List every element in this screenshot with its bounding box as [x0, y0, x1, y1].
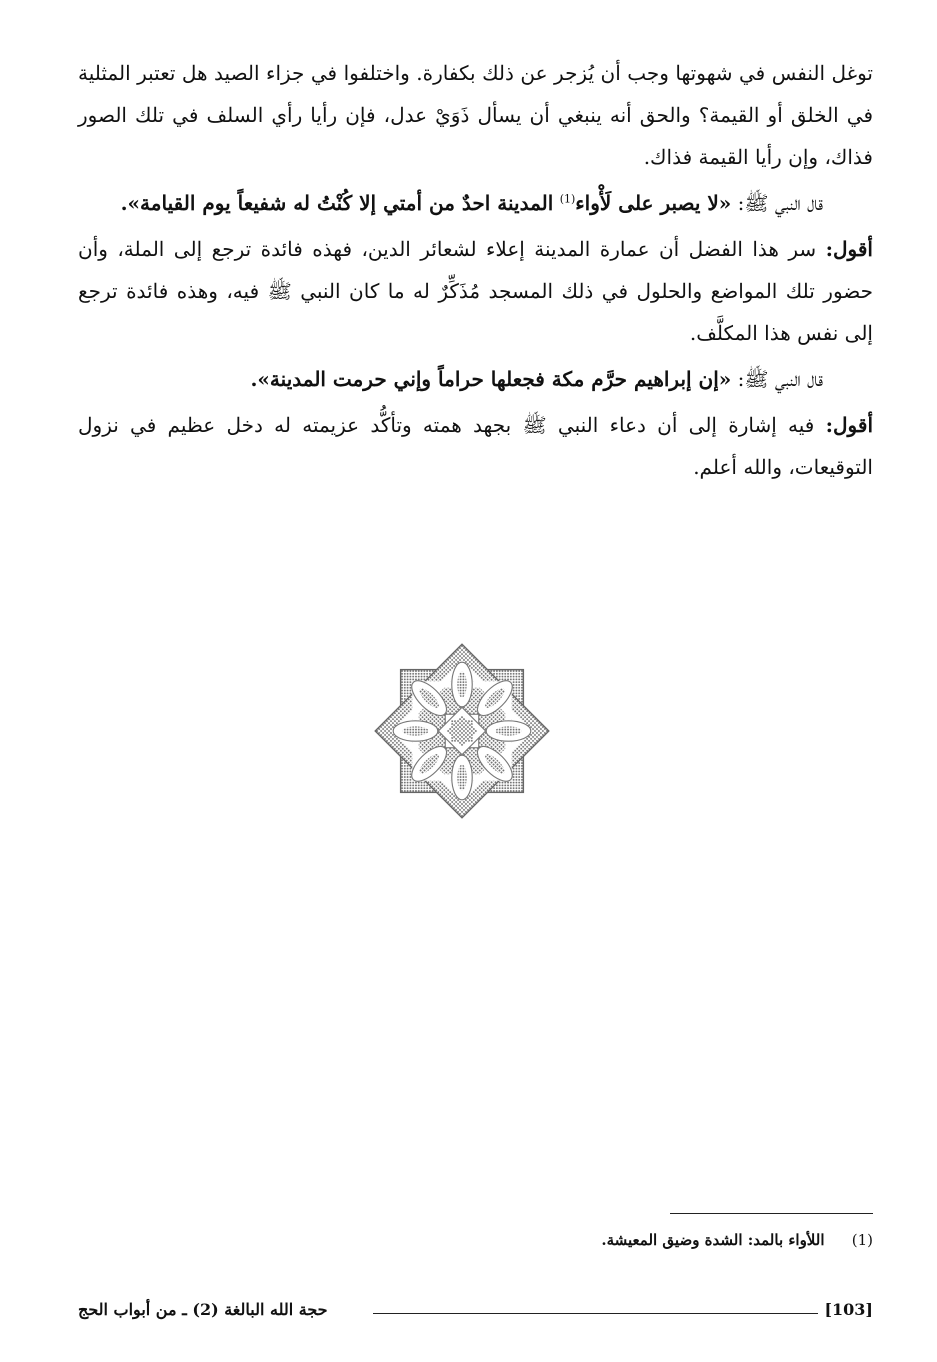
paragraph-5: [78, 404, 873, 488]
main-text: [78, 52, 873, 492]
aqul-label: أقول:: [825, 237, 873, 261]
hadith-quote: «إن إبراهيم حرَّم مكة فجعلها حراماً وإني حرمت المدينة».: [250, 367, 732, 391]
paragraph-4: [78, 358, 873, 400]
paragraph-3: [78, 228, 873, 354]
page-footer: [78, 1300, 873, 1326]
aqul-label: أقول:: [825, 413, 874, 437]
ornament-center-star: [438, 707, 485, 754]
hadith-lead: قال النبي ﷺ:: [737, 191, 823, 215]
footnote-text: اللأواء بالمد: الشدة وضيق المعيشة.: [601, 1231, 825, 1249]
eight-point-star-ornament-icon: [369, 638, 555, 824]
footnote-number: (1): [851, 1231, 873, 1249]
paragraph-3-text: سر هذا الفضل أن عمارة المدينة إعلاء لشعائر الدين، فهذه فائدة ترجع إلى الملة، وأن حضور تلك المواضع والحلول في ذلك المسجد مُذَكِّرٌ له ما كان النبي ﷺ فيه، وهذه فائدة ترجع إلى نفس هذا المكلَّف.: [78, 237, 873, 345]
hadith-quote-part-a: «لا يصبر على لَأْواء: [575, 191, 732, 215]
hadith-quote-part-b: المدينة احدٌ من أمتي إلا كُنْتُ له شفيعاً يوم القيامة».: [120, 191, 554, 215]
running-book-title: حجة الله البالغة (2) ـ من أبواب الحج: [78, 1300, 328, 1319]
footer-rule: [373, 1313, 818, 1314]
paragraph-2: [78, 182, 873, 224]
page-number: [103]: [824, 1300, 873, 1319]
footnote-rule: [670, 1213, 873, 1214]
hadith-lead: قال النبي ﷺ:: [737, 367, 823, 391]
footnote: [373, 1228, 873, 1252]
paragraph-5-text: فيه إشارة إلى أن دعاء النبي ﷺ بجهد همته وتأكُّد عزيمته له دخل عظيم في نزول التوقيعات، والله أعلم.: [78, 413, 873, 479]
footnote-marker[interactable]: (1): [559, 192, 576, 206]
paragraph-1: توغل النفس في شهوتها وجب أن يُزجر عن ذلك بكفارة. واختلفوا في جزاء الصيد هل تعتبر المثلية في الخلق أو القيمة؟ والحق أنه ينبغي أن يسأل ذَوَيْ عدل، فإن رأيا رأي السلف في تلك الصور فذاك، وإن رأيا القيمة فذاك.: [78, 61, 873, 169]
